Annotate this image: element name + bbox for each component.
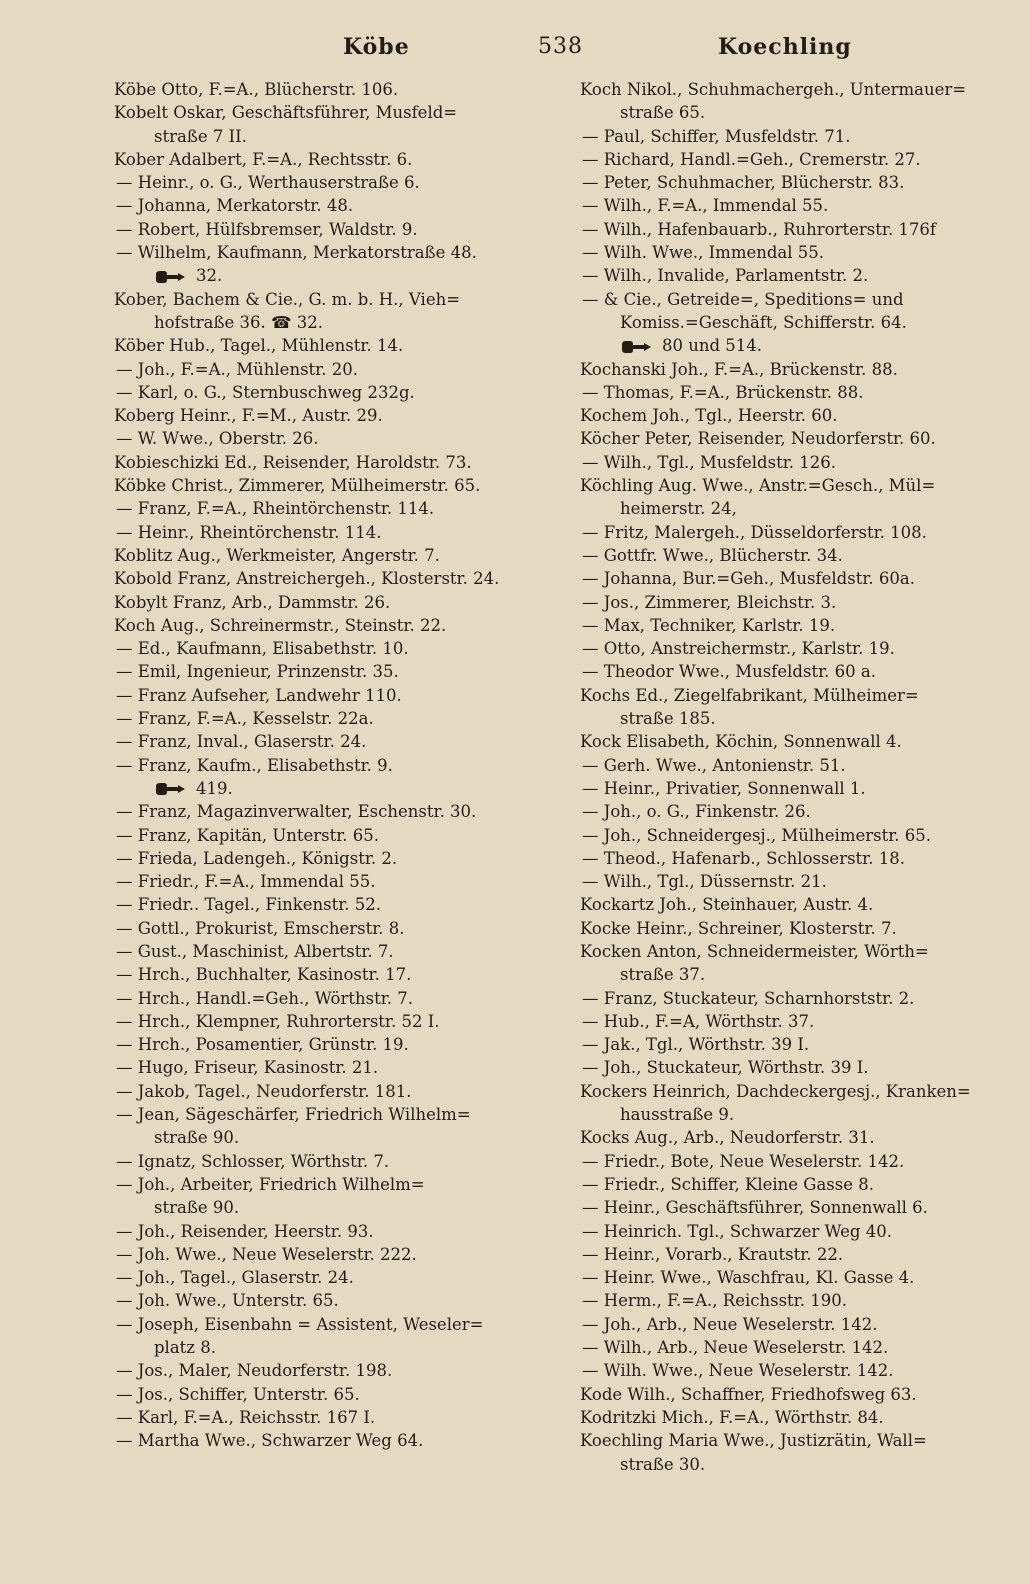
entry-line: — Martha Wwe., Schwarzer Weg 64.	[116, 1431, 424, 1451]
entry-line: — Gottl., Prokurist, Emscherstr. 8.	[116, 918, 405, 938]
entry-line: Koch Nikol., Schuhmachergeh., Untermauer=	[580, 80, 967, 99]
directory-entry	[580, 1080, 1000, 1127]
entry-line: — Fritz, Malergeh., Düsseldorferstr. 108.	[582, 522, 927, 542]
entry-line: Kochs Ed., Ziegelfabrikant, Mülheimer=	[580, 685, 919, 705]
directory-entry	[114, 1313, 546, 1360]
entry-continuation-line: hausstraße 9.	[620, 1105, 735, 1125]
entry-line: — Jos., Schiffer, Unterstr. 65.	[116, 1384, 360, 1404]
entry-line: — Wilh., Invalide, Parlamentstr. 2.	[582, 266, 869, 286]
directory-entry	[114, 824, 546, 847]
entry-line: — Franz, Inval., Glaserstr. 24.	[116, 732, 367, 752]
entry-line: — Joh., Reisender, Heerstr. 93.	[116, 1221, 374, 1241]
directory-entry	[580, 614, 1000, 637]
directory-entry	[580, 1266, 1000, 1289]
directory-entry	[580, 427, 1000, 450]
entry-line: Koblitz Aug., Werkmeister, Angerstr. 7.	[114, 545, 440, 565]
directory-entry	[114, 660, 546, 683]
entry-line: Köchling Aug. Wwe., Anstr.=Gesch., Mül=	[580, 476, 936, 496]
telephone-icon	[154, 782, 188, 796]
entry-line: — Joh., Arb., Neue Weselerstr. 142.	[582, 1314, 878, 1334]
directory-entry	[114, 1243, 546, 1266]
directory-entry	[114, 451, 546, 474]
entry-line: — Wilh. Wwe., Neue Weselerstr. 142.	[582, 1361, 894, 1381]
directory-entry	[580, 824, 1000, 847]
entry-line: — Friedr.. Tagel., Finkenstr. 52.	[116, 895, 382, 915]
entry-line: Köber Hub., Tagel., Mühlenstr. 14.	[114, 336, 404, 356]
directory-entry	[114, 800, 546, 823]
entry-line: — Jos., Maler, Neudorferstr. 198.	[116, 1361, 393, 1381]
directory-entry	[114, 148, 546, 171]
entry-line: — Jos., Zimmerer, Bleichstr. 3.	[582, 592, 837, 612]
directory-entry	[114, 1010, 546, 1033]
entry-line: — Theodor Wwe., Musfeldstr. 60 a.	[582, 662, 876, 682]
directory-entry	[580, 777, 1000, 800]
directory-entry	[114, 521, 546, 544]
entry-line: — Hugo, Friseur, Kasinostr. 21.	[116, 1058, 379, 1078]
directory-entry	[114, 870, 546, 893]
entry-continuation-line: straße 7 II.	[154, 126, 247, 146]
directory-entry	[580, 218, 1000, 241]
directory-entry	[580, 1033, 1000, 1056]
entry-line: — Thomas, F.=A., Brückenstr. 88.	[582, 382, 864, 402]
directory-entry	[580, 194, 1000, 217]
phone-number: 80 und 514.	[662, 336, 763, 356]
directory-entry	[114, 427, 546, 450]
entry-line: — Robert, Hülfsbremser, Waldstr. 9.	[116, 219, 418, 239]
directory-entry	[580, 870, 1000, 893]
directory-entry	[580, 148, 1000, 171]
entry-line: Kobold Franz, Anstreichergeh., Klosterstr. 24.	[114, 569, 500, 589]
entry-line: — W. Wwe., Oberstr. 26.	[116, 429, 319, 449]
directory-entry	[114, 1033, 546, 1056]
entry-continuation-line: straße 65.	[620, 103, 706, 123]
entry-line: — Emil, Ingenieur, Prinzenstr. 35.	[116, 662, 399, 682]
directory-entry	[580, 917, 1000, 940]
entry-line: — Hrch., Handl.=Geh., Wörthstr. 7.	[116, 988, 414, 1008]
entry-line: Kochanski Joh., F.=A., Brückenstr. 88.	[580, 359, 898, 379]
entry-continuation-line: hofstraße 36. ☎ 32.	[154, 312, 324, 332]
entry-line: — Franz, Stuckateur, Scharnhorststr. 2.	[582, 988, 915, 1008]
entry-line: — Joh. Wwe., Neue Weselerstr. 222.	[116, 1244, 417, 1264]
directory-entry	[114, 707, 546, 730]
entry-line: — Hub., F.=A, Wörthstr. 37.	[582, 1011, 815, 1031]
entry-line: — Friedr., Bote, Neue Weselerstr. 142.	[582, 1151, 905, 1171]
directory-entry	[114, 1080, 546, 1103]
entry-line: — Wilh., F.=A., Immendal 55.	[582, 196, 829, 216]
directory-entry	[114, 497, 546, 520]
directory-entry	[114, 544, 546, 567]
directory-entry	[580, 591, 1000, 614]
entry-line: Kobylt Franz, Arb., Dammstr. 26.	[114, 592, 391, 612]
directory-entry	[580, 358, 1000, 381]
entry-line: Kodritzki Mich., F.=A., Wörthstr. 84.	[580, 1407, 884, 1427]
entry-line: — Joh., Stuckateur, Wörthstr. 39 I.	[582, 1058, 869, 1078]
entry-line: — Hrch., Klempner, Ruhrorterstr. 52 I.	[116, 1011, 440, 1031]
directory-entry	[114, 847, 546, 870]
directory-entry	[114, 101, 546, 148]
directory-entry	[580, 381, 1000, 404]
directory-entry	[114, 381, 546, 404]
directory-entry	[580, 940, 1000, 987]
entry-line: Kockers Heinrich, Dachdeckergesj., Kranken=	[580, 1081, 971, 1101]
directory-entry	[114, 171, 546, 194]
entry-line: Kocken Anton, Schneidermeister, Wörth=	[580, 941, 929, 961]
directory-entry	[114, 963, 546, 986]
entry-line: Kober, Bachem & Cie., G. m. b. H., Vieh=	[114, 289, 461, 309]
directory-entry	[114, 1289, 546, 1312]
entry-line: — Johanna, Bur.=Geh., Musfeldstr. 60a.	[582, 569, 915, 589]
entry-line: — Wilh., Tgl., Musfeldstr. 126.	[582, 452, 837, 472]
entry-line: — Friedr., F.=A., Immendal 55.	[116, 872, 376, 892]
directory-entry	[580, 241, 1000, 264]
directory-entry	[580, 1359, 1000, 1382]
entry-line: — Heinr., Geschäftsführer, Sonnenwall 6.	[582, 1198, 928, 1218]
entry-line: Kobelt Oskar, Geschäftsführer, Musfeld=	[114, 103, 458, 123]
entry-line: — Joh. Wwe., Unterstr. 65.	[116, 1291, 339, 1311]
directory-entry	[580, 684, 1000, 731]
phone-line	[114, 777, 546, 800]
directory-entry	[114, 404, 546, 427]
entry-line: — Joh., F.=A., Mühlenstr. 20.	[116, 359, 358, 379]
directory-entry	[580, 125, 1000, 148]
entry-continuation-line: platz 8.	[154, 1338, 216, 1358]
entry-line: — Joh., Arbeiter, Friedrich Wilhelm=	[116, 1174, 425, 1194]
directory-entry	[580, 893, 1000, 916]
directory-entry	[114, 78, 546, 101]
entry-line: Koberg Heinr., F.=M., Austr. 29.	[114, 406, 383, 426]
entry-line: — Joh., Schneidergesj., Mülheimerstr. 65.	[582, 825, 932, 845]
directory-entry	[114, 1359, 546, 1382]
entry-line: Köcher Peter, Reisender, Neudorferstr. 60.	[580, 429, 936, 449]
entry-line: Kode Wilh., Schaffner, Friedhofsweg 63.	[580, 1384, 917, 1404]
entry-continuation-line: straße 185.	[620, 709, 716, 729]
entry-continuation-line: straße 30.	[620, 1454, 706, 1474]
entry-continuation-line: heimerstr. 24,	[620, 499, 737, 519]
entry-line: — Otto, Anstreichermstr., Karlstr. 19.	[582, 639, 895, 659]
entry-continuation-line: straße 90.	[154, 1198, 240, 1218]
entry-line: — Hrch., Buchhalter, Kasinostr. 17.	[116, 965, 412, 985]
directory-entry	[580, 1313, 1000, 1336]
directory-entry	[580, 754, 1000, 777]
directory-entry	[114, 1266, 546, 1289]
directory-entry	[580, 1336, 1000, 1359]
entry-line: Kochem Joh., Tgl., Heerstr. 60.	[580, 406, 838, 426]
directory-entry	[580, 567, 1000, 590]
entry-line: — Wilh., Hafenbauarb., Ruhrorterstr. 176f	[582, 219, 937, 239]
entry-line: — Karl, F.=A., Reichsstr. 167 I.	[116, 1407, 376, 1427]
directory-entry	[580, 800, 1000, 823]
directory-entry	[580, 544, 1000, 567]
entry-line: — Richard, Handl.=Geh., Cremerstr. 27.	[582, 149, 921, 169]
phone-number: 32.	[196, 266, 223, 286]
entry-continuation-line: Komiss.=Geschäft, Schifferstr. 64.	[620, 312, 907, 332]
directory-entry	[114, 474, 546, 497]
entry-line: — Gerh. Wwe., Antonienstr. 51.	[582, 755, 846, 775]
directory-entry	[580, 1173, 1000, 1196]
directory-entry	[114, 1429, 546, 1452]
phone-number: 419.	[196, 778, 233, 798]
directory-entry	[114, 730, 546, 753]
entry-line: — Wilh. Wwe., Immendal 55.	[582, 243, 825, 263]
directory-entry	[114, 1173, 546, 1220]
entry-line: — Karl, o. G., Sternbuschweg 232g.	[116, 382, 415, 402]
entry-line: — Heinr., o. G., Werthauserstraße 6.	[116, 173, 420, 193]
entry-line: — Peter, Schuhmacher, Blücherstr. 83.	[582, 173, 905, 193]
entry-line: — Friedr., Schiffer, Kleine Gasse 8.	[582, 1174, 874, 1194]
directory-entry	[580, 987, 1000, 1010]
directory-entry	[114, 591, 546, 614]
directory-entry	[114, 241, 546, 288]
directory-entry	[114, 334, 546, 357]
entry-line: — & Cie., Getreide=, Speditions= und	[582, 289, 904, 309]
page-header	[118, 34, 998, 64]
directory-entry	[580, 264, 1000, 287]
entry-line: Köbe Otto, F.=A., Blücherstr. 106.	[114, 80, 399, 99]
entry-line: — Heinrich. Tgl., Schwarzer Weg 40.	[582, 1221, 892, 1241]
directory-entry	[114, 893, 546, 916]
directory-entry	[114, 1383, 546, 1406]
directory-entry	[580, 637, 1000, 660]
entry-continuation-line: straße 90.	[154, 1128, 240, 1148]
directory-entry	[580, 1126, 1000, 1149]
directory-entry	[580, 730, 1000, 753]
entry-line: — Franz Aufseher, Landwehr 110.	[116, 685, 402, 705]
directory-entry	[114, 754, 546, 801]
header-left-keyword: Köbe	[343, 34, 410, 60]
directory-entry	[114, 1220, 546, 1243]
directory-entry	[580, 451, 1000, 474]
right-column	[580, 78, 1000, 1476]
left-column	[114, 78, 546, 1453]
telephone-icon	[620, 340, 654, 354]
entry-line: — Joh., o. G., Finkenstr. 26.	[582, 802, 811, 822]
directory-entry	[580, 1150, 1000, 1173]
directory-entry	[580, 1429, 1000, 1476]
directory-entry	[580, 288, 1000, 358]
directory-entry	[114, 358, 546, 381]
directory-entry	[114, 614, 546, 637]
directory-entry	[580, 1289, 1000, 1312]
entry-line: Kocks Aug., Arb., Neudorferstr. 31.	[580, 1128, 875, 1148]
phone-line	[580, 334, 1000, 357]
directory-entry	[580, 1220, 1000, 1243]
entry-line: — Wilh., Arb., Neue Weselerstr. 142.	[582, 1338, 889, 1358]
directory-entry	[580, 474, 1000, 521]
entry-line: — Heinr., Privatier, Sonnenwall 1.	[582, 778, 866, 798]
entry-line: Koechling Maria Wwe., Justizrätin, Wall=	[580, 1431, 927, 1451]
entry-continuation-line: straße 37.	[620, 965, 706, 985]
directory-entry	[580, 847, 1000, 870]
header-right-keyword: Koechling	[718, 34, 852, 60]
entry-line: Koch Aug., Schreinermstr., Steinstr. 22.	[114, 615, 447, 635]
entry-line: — Ignatz, Schlosser, Wörthstr. 7.	[116, 1151, 390, 1171]
entry-line: Kocke Heinr., Schreiner, Klosterstr. 7.	[580, 918, 897, 938]
directory-entry	[580, 660, 1000, 683]
entry-line: Kockartz Joh., Steinhauer, Austr. 4.	[580, 895, 874, 915]
entry-line: — Jean, Sägeschärfer, Friedrich Wilhelm=	[116, 1105, 471, 1125]
entry-line: — Johanna, Merkatorstr. 48.	[116, 196, 354, 216]
entry-line: Kober Adalbert, F.=A., Rechtsstr. 6.	[114, 149, 413, 169]
entry-line: — Wilhelm, Kaufmann, Merkatorstraße 48.	[116, 243, 477, 263]
entry-line: — Gottfr. Wwe., Blücherstr. 34.	[582, 545, 843, 565]
entry-line: Kock Elisabeth, Köchin, Sonnenwall 4.	[580, 732, 902, 752]
entry-line: — Franz, F.=A., Kesselstr. 22a.	[116, 709, 374, 729]
entry-line: — Jakob, Tagel., Neudorferstr. 181.	[116, 1081, 412, 1101]
entry-line: — Max, Techniker, Karlstr. 19.	[582, 615, 836, 635]
page-number: 538	[538, 34, 583, 59]
entry-line: Kobieschizki Ed., Reisender, Haroldstr. 73.	[114, 452, 472, 472]
directory-entry	[114, 987, 546, 1010]
directory-entry	[580, 1010, 1000, 1033]
entry-line: — Ed., Kaufmann, Elisabethstr. 10.	[116, 639, 409, 659]
directory-entry	[580, 521, 1000, 544]
directory-entry	[114, 1056, 546, 1079]
directory-entry	[114, 917, 546, 940]
entry-line: — Hrch., Posamentier, Grünstr. 19.	[116, 1035, 409, 1055]
directory-entry	[580, 1383, 1000, 1406]
directory-entry	[580, 171, 1000, 194]
directory-entry	[114, 1103, 546, 1150]
directory-entry	[580, 1056, 1000, 1079]
directory-entry	[114, 940, 546, 963]
entry-line: — Franz, Kaufm., Elisabethstr. 9.	[116, 755, 393, 775]
entry-line: — Herm., F.=A., Reichsstr. 190.	[582, 1291, 847, 1311]
directory-entry	[114, 194, 546, 217]
entry-line: — Jak., Tgl., Wörthstr. 39 I.	[582, 1035, 810, 1055]
entry-line: Köbke Christ., Zimmerer, Mülheimerstr. 65.	[114, 476, 481, 496]
directory-entry	[580, 404, 1000, 427]
directory-entry	[114, 1406, 546, 1429]
directory-entry	[580, 78, 1000, 125]
entry-line: — Paul, Schiffer, Musfeldstr. 71.	[582, 126, 851, 146]
directory-entry	[580, 1406, 1000, 1429]
entry-line: — Franz, F.=A., Rheintörchenstr. 114.	[116, 499, 435, 519]
entry-line: — Gust., Maschinist, Albertstr. 7.	[116, 941, 394, 961]
entry-line: — Frieda, Ladengeh., Königstr. 2.	[116, 848, 398, 868]
entry-line: — Heinr. Wwe., Waschfrau, Kl. Gasse 4.	[582, 1268, 915, 1288]
directory-entry	[114, 1150, 546, 1173]
entry-line: — Franz, Kapitän, Unterstr. 65.	[116, 825, 380, 845]
directory-entry	[114, 684, 546, 707]
entry-line: — Theod., Hafenarb., Schlosserstr. 18.	[582, 848, 905, 868]
directory-entry	[114, 288, 546, 335]
entry-line: — Heinr., Vorarb., Krautstr. 22.	[582, 1244, 844, 1264]
telephone-icon	[154, 270, 188, 284]
entry-line: — Franz, Magazinverwalter, Eschenstr. 30.	[116, 802, 477, 822]
directory-entry	[580, 1243, 1000, 1266]
entry-line: — Joh., Tagel., Glaserstr. 24.	[116, 1268, 354, 1288]
entry-line: — Joseph, Eisenbahn = Assistent, Weseler=	[116, 1314, 484, 1334]
directory-entry	[114, 637, 546, 660]
entry-line: — Heinr., Rheintörchenstr. 114.	[116, 522, 382, 542]
directory-entry	[114, 567, 546, 590]
phone-line	[114, 264, 546, 287]
directory-entry	[114, 218, 546, 241]
directory-entry	[580, 1196, 1000, 1219]
entry-line: — Wilh., Tgl., Düssernstr. 21.	[582, 872, 827, 892]
